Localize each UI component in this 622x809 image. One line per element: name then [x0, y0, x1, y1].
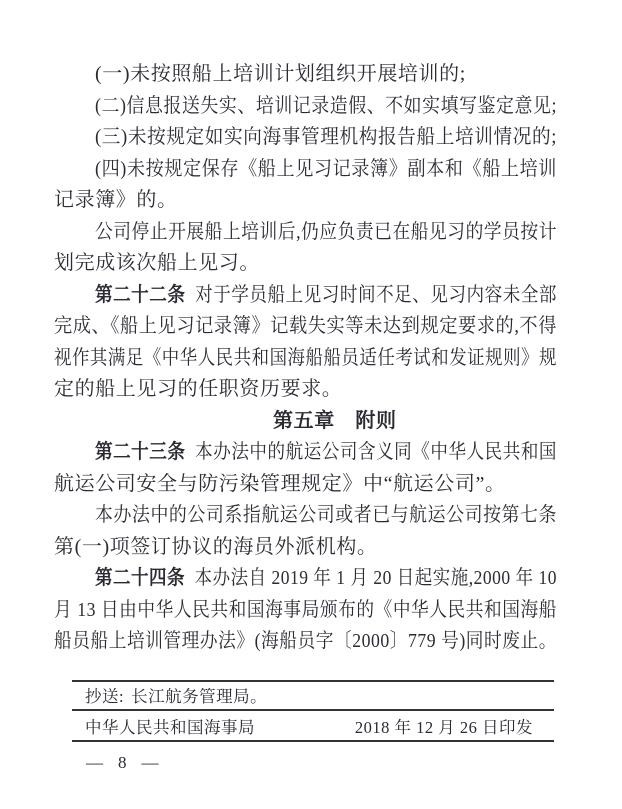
- text-line: [54, 374, 557, 406]
- text-line: [54, 122, 557, 154]
- page-number: [86, 753, 159, 773]
- line-text: 本办法自 2019 年 1 月 20 日起实施,2000 年 10: [194, 567, 557, 589]
- line-text: 视作其满足《中华人民共和国海船船员适任考试和发证规则》规: [54, 346, 557, 369]
- line-text: 公司停止开展船上培训后,仍应负责已在船见习的学员按计: [95, 220, 557, 243]
- print-date: 2018 年 12 月 26 日印发: [354, 718, 533, 737]
- line-text: 第(一)项签订协议的海员外派机构。: [54, 535, 378, 558]
- issuer-name: 中华人民共和国海事局: [85, 718, 255, 737]
- line-text: 本办法中的公司系指航运公司或者已与航运公司按第七条: [95, 504, 557, 526]
- issuer-row: [85, 716, 533, 740]
- document-body: [54, 59, 557, 658]
- line-text: 月 13 日由中华人民共和国海事局颁布的《中华人民共和国海船: [54, 598, 557, 621]
- line-text: 航运公司安全与防污染管理规定》中“航运公司”。: [54, 472, 506, 495]
- line-text: 完成、《船上见习记录簿》记载失实等未达到规定要求的,不得: [54, 315, 557, 337]
- line-text: 划完成该次船上见习。: [54, 252, 260, 274]
- line-text: (三)未按规定如实向海事管理机构报告船上培训情况的;: [95, 126, 557, 148]
- footer-divider-middle: [72, 709, 554, 711]
- text-line: [54, 469, 557, 501]
- text-line: [54, 185, 557, 217]
- cc-line: [85, 686, 554, 708]
- text-line: [54, 59, 557, 91]
- line-text: (四)未按规定保存《船上见习记录簿》副本和《船上培训: [95, 157, 557, 180]
- page-number-value: 8: [118, 753, 127, 772]
- text-line: [54, 563, 557, 595]
- article-number: 第二十三条: [95, 441, 186, 463]
- text-line: [54, 500, 557, 532]
- line-text: (一)未按照船上培训计划组织开展培训的;: [95, 63, 466, 85]
- footer-divider-top: [72, 680, 554, 682]
- text-line: [54, 248, 557, 280]
- page-number-dash-right: —: [141, 753, 159, 772]
- footer-divider-bottom: [72, 740, 554, 742]
- text-line: [54, 280, 557, 312]
- article-number: 第二十四条: [95, 567, 185, 589]
- page-number-dash-left: —: [86, 753, 103, 772]
- text-line: [54, 626, 557, 658]
- chapter-heading-text: 第五章 附则: [273, 409, 397, 432]
- line-text: 记录簿》的。: [54, 189, 178, 211]
- cc-value: 长江航务管理局。: [131, 687, 268, 706]
- article-number: 第二十二条: [95, 283, 186, 306]
- text-line: [54, 154, 557, 186]
- line-text: 对于学员船上见习时间不足、见习内容未全部: [195, 283, 557, 306]
- line-text: (二)信息报送失实、培训记录造假、不如实填写鉴定意见;: [95, 94, 557, 117]
- chapter-heading: [54, 406, 557, 438]
- cc-label: 抄送:: [85, 687, 125, 706]
- line-text: 定的船上见习的任职资历要求。: [54, 378, 343, 400]
- text-line: [54, 343, 557, 375]
- text-line: [54, 91, 557, 123]
- text-line: [54, 217, 557, 249]
- text-line: [54, 311, 557, 343]
- line-text: 本办法中的航运公司含义同《中华人民共和国: [195, 441, 557, 463]
- text-line: [54, 437, 557, 469]
- text-line: [54, 595, 557, 627]
- text-line: [54, 532, 557, 564]
- line-text: 船员船上培训管理办法》(海船员字〔2000〕779 号)同时废止。: [54, 630, 557, 652]
